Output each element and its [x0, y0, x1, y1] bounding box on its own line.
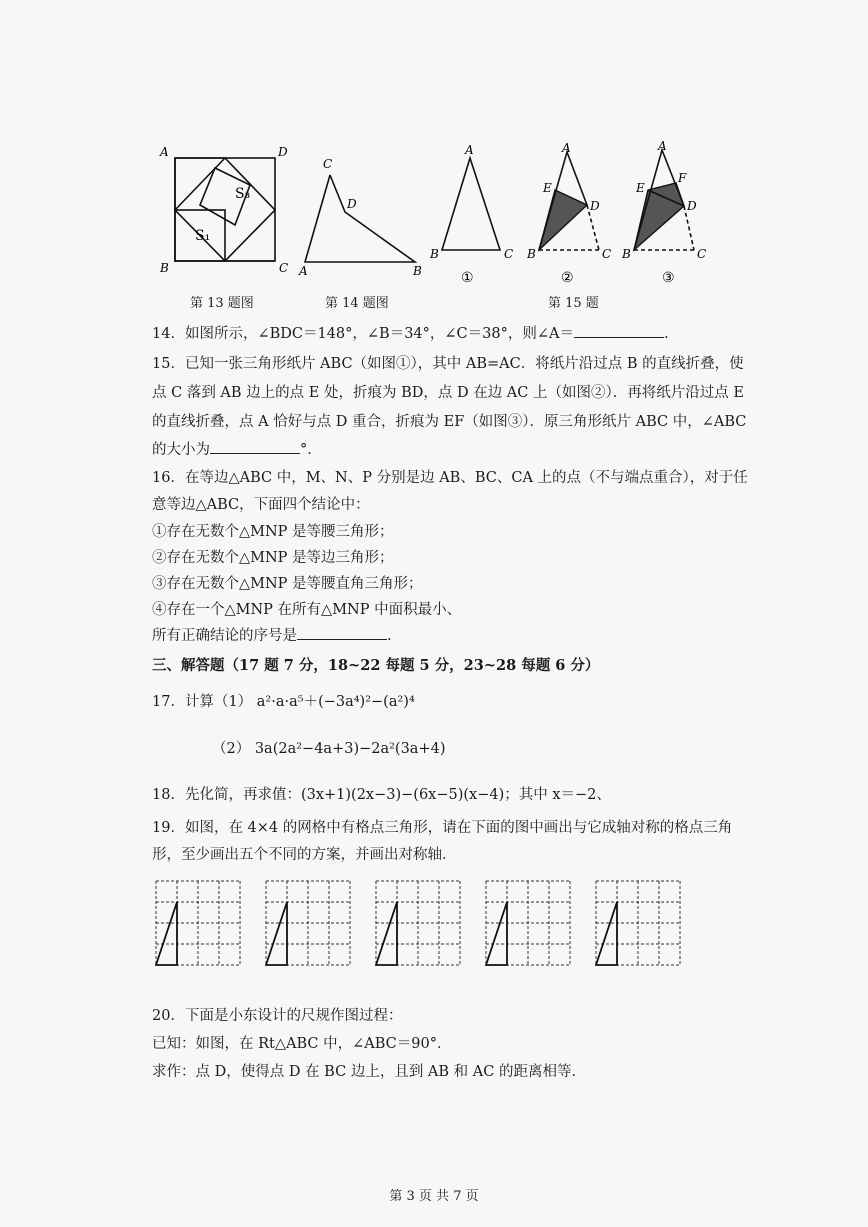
q16-text: 所有正确结论的序号是 [152, 628, 297, 644]
q14-end: . [663, 326, 669, 342]
fig13-label-d: D [278, 145, 288, 159]
fig13-label-c: C [279, 261, 289, 275]
page-footer: 第 3 页 共 7 页 [389, 1189, 479, 1204]
question-17-part-2: （2） 3a(2a²−4a+3)−2a²(3a+4) [212, 741, 446, 757]
grid-triangle [596, 902, 617, 965]
fig14-label-a: A [299, 264, 308, 278]
fig15-2-label-c: C [602, 247, 612, 261]
fig15-3-label-e: E [636, 181, 645, 195]
figure-14 [295, 150, 430, 280]
question-16-answer-line [152, 624, 392, 645]
fig15-1-tag: ① [461, 270, 474, 285]
question-15-line-2: 点 C 落到 AB 边上的点 E 处，折痕为 BD，点 D 在边 AC 上（如图②）．再将纸片沿过点 E [152, 385, 744, 401]
fig15-2-label-d: D [590, 199, 600, 213]
fig15-2-label-a: A [562, 141, 571, 155]
grid-5[interactable] [595, 880, 695, 980]
fig13-label-s3: S₃ [235, 186, 251, 202]
grid-4[interactable] [485, 880, 585, 980]
q15-end: °． [300, 442, 322, 458]
fig15-caption: 第 15 题 [548, 296, 599, 311]
fig15-3-label-a: A [658, 140, 667, 153]
question-19-line-2: 形，至少画出五个不同的方案，并画出对称轴． [152, 847, 457, 863]
fig14-caption: 第 14 题图 [325, 296, 389, 311]
question-15-line-4 [152, 438, 322, 459]
fig15-3-label-d: D [687, 199, 697, 213]
fig15-3-label-b: B [622, 247, 631, 261]
question-14 [152, 322, 669, 343]
grid-triangle [266, 902, 287, 965]
fig14-label-c: C [323, 157, 333, 171]
fig15-3-label-c: C [697, 247, 707, 261]
q14-answer-blank[interactable] [574, 323, 664, 338]
question-16-line-2: 意等边△ABC，下面四个结论中： [152, 497, 370, 513]
fig15-1-label-b: B [430, 247, 439, 261]
fig13-label-s1: S₁ [195, 228, 211, 244]
q14-text: 14．如图所示，∠BDC＝148°，∠B＝34°，∠C＝38°，则∠A＝ [152, 326, 574, 342]
q15-answer-blank[interactable] [210, 439, 300, 454]
question-20-line-1: 20．下面是小东设计的尺规作图过程： [152, 1008, 403, 1024]
question-16-line-1: 16．在等边△ABC 中，M、N、P 分别是边 AB、BC、CA 上的点（不与端点重合），对于任 [152, 470, 748, 486]
fig15-2-label-b: B [527, 247, 536, 261]
fig13-label-b: B [160, 261, 169, 275]
question-15-line-3: 的直线折叠，点 A 恰好与点 D 重合，折痕为 EF（如图③）．原三角形纸片 ABC 中，∠ABC [152, 414, 747, 430]
fig13-caption: 第 13 题图 [190, 296, 254, 311]
grid-2[interactable] [265, 880, 365, 980]
section-3-title: 三、解答题（17 题 7 分，18~22 每题 5 分，23~28 每题 6 分） [152, 657, 600, 674]
fig13-label-a: A [160, 145, 169, 159]
figure-15-3 [620, 140, 715, 285]
fig15-2-label-e: E [543, 181, 552, 195]
grid-triangle [486, 902, 507, 965]
grid-triangle [156, 902, 177, 965]
fig14-label-b: B [413, 264, 422, 278]
figure-13 [155, 140, 295, 275]
question-15-line-1: 15．已知一张三角形纸片 ABC（如图①），其中 AB=AC．将纸片沿过点 B 的直线折叠，使 [152, 356, 744, 372]
question-19-line-1: 19．如图，在 4×4 的网格中有格点三角形，请在下面的图中画出与它成轴对称的格点三角 [152, 820, 733, 836]
question-18: 18．先化简，再求值：(3x+1)(2x−3)−(6x−5)(x−4)；其中 x＝−2、 [152, 787, 611, 803]
fig14-label-d: D [347, 197, 357, 211]
grid-3[interactable] [375, 880, 475, 980]
q16-end: . [387, 628, 392, 644]
q15-text: 的大小为 [152, 442, 210, 458]
fig15-1-label-c: C [504, 247, 514, 261]
question-17-part-1: 17．计算（1） a²·a·a⁵＋(−3a⁴)²−(a²)⁴ [152, 694, 415, 710]
question-16-option-3: ③存在无数个△MNP 是等腰直角三角形； [152, 576, 423, 592]
figure-15-2 [525, 140, 620, 285]
question-16-option-2: ②存在无数个△MNP 是等边三角形； [152, 550, 394, 566]
grid-row [155, 880, 695, 980]
fig15-1-label-a: A [465, 143, 474, 157]
question-20-line-2: 已知：如图，在 Rt△ABC 中，∠ABC＝90°． [152, 1036, 452, 1052]
grid-triangle [376, 902, 397, 965]
question-20-line-3: 求作：点 D，使得点 D 在 BC 边上，且到 AB 和 AC 的距离相等． [152, 1064, 586, 1080]
figure-15-1 [428, 140, 518, 285]
fig15-3-tag: ③ [662, 270, 675, 285]
question-16-option-4: ④存在一个△MNP 在所有△MNP 中面积最小、 [152, 602, 462, 618]
fig15-3-label-f: F [678, 171, 687, 185]
question-16-option-1: ①存在无数个△MNP 是等腰三角形； [152, 524, 394, 540]
fig15-2-tag: ② [561, 270, 574, 285]
q16-answer-blank[interactable] [297, 625, 387, 640]
grid-1[interactable] [155, 880, 255, 980]
